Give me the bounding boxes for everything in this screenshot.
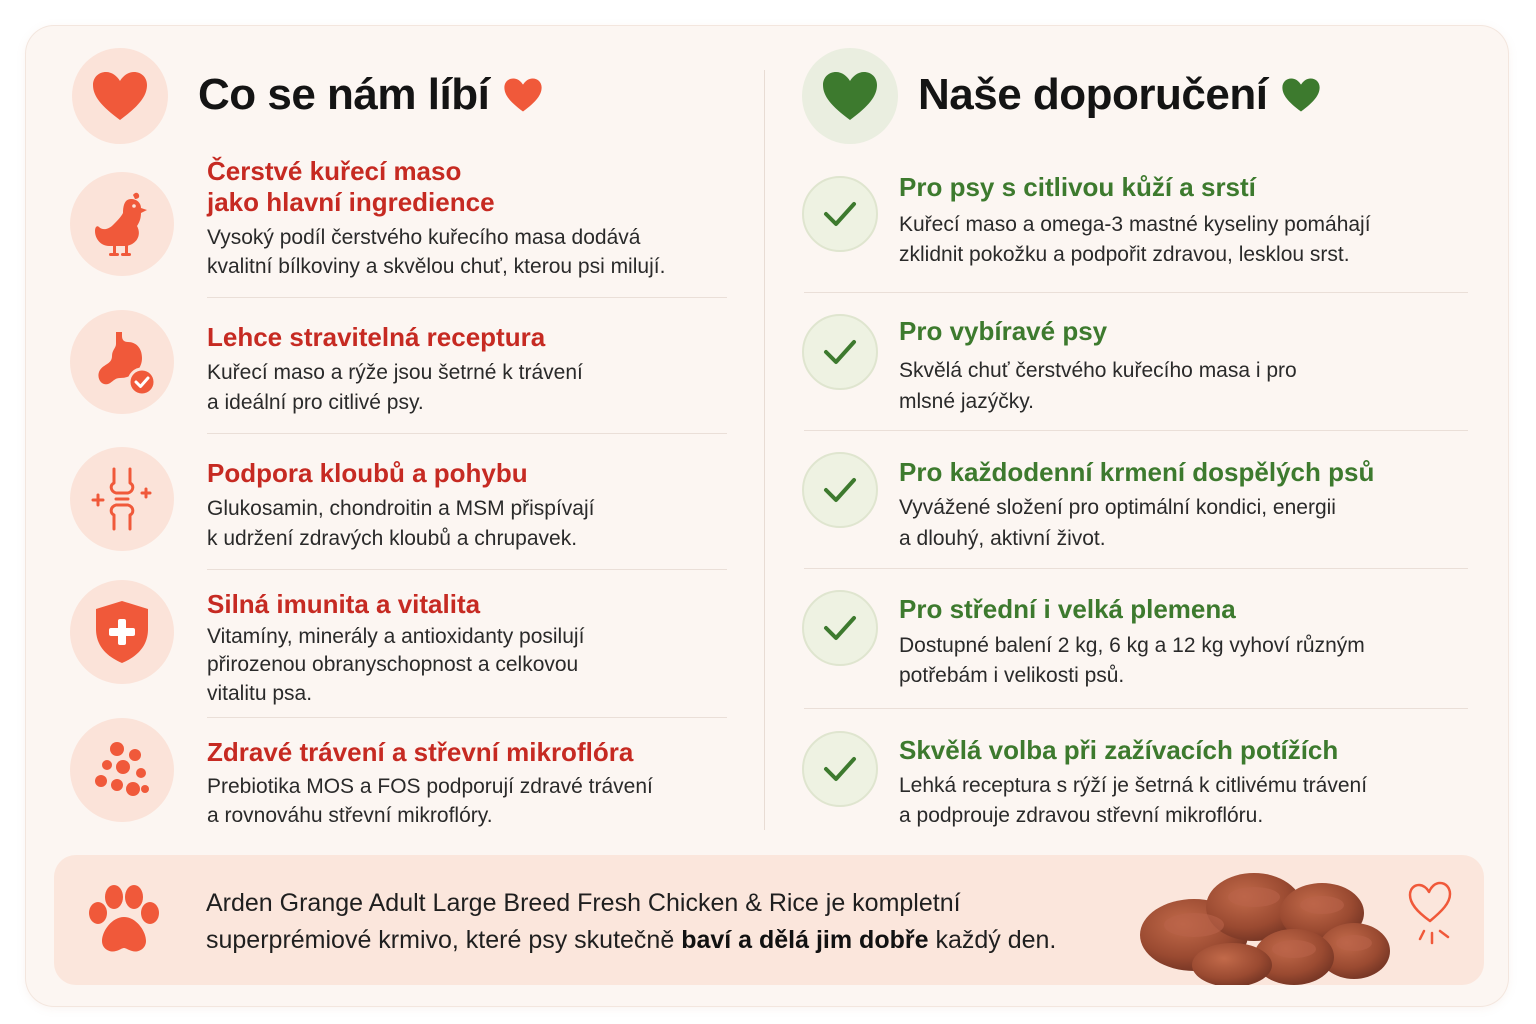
left-item-2-desc-line-2: a ideální pro citlivé psy. bbox=[207, 391, 424, 414]
left-heading-text: Co se nám líbí bbox=[198, 70, 490, 119]
stomach-check-icon bbox=[70, 310, 174, 414]
left-item-1-desc-line-1: Vysoký podíl čerstvého kuřecího masa dodává bbox=[207, 226, 641, 249]
footer-line-1: Arden Grange Adult Large Breed Fresh Chicken & Rice je kompletní bbox=[206, 889, 961, 917]
left-item-2-desc-line-1: Kuřecí maso a rýže jsou šetrné k trávení bbox=[207, 361, 583, 384]
left-item-1-title-line-2: jako hlavní ingredience bbox=[207, 187, 495, 217]
heart-icon bbox=[503, 77, 543, 113]
left-item-3-desc-line-2: k udržení zdravých kloubů a chrupavek. bbox=[207, 527, 578, 550]
left-separator-3 bbox=[207, 569, 727, 570]
right-item-2-desc-line-2: mlsné jazýčky. bbox=[899, 390, 1034, 413]
left-item-4-desc-line-3: vitalitu psa. bbox=[207, 682, 313, 705]
left-separator-4 bbox=[207, 717, 727, 718]
right-item-3-desc-line-2: a dlouhý, aktivní život. bbox=[899, 527, 1106, 550]
heart-badge-icon bbox=[72, 48, 168, 144]
right-separator-2 bbox=[804, 430, 1468, 431]
left-item-4-desc-line-1: Vitamíny, minerály a antioxidanty posilují bbox=[207, 625, 585, 648]
left-item-5-title: Zdravé trávení a střevní mikroflóra bbox=[207, 737, 634, 767]
left-separator-1 bbox=[207, 297, 727, 298]
left-separator-2 bbox=[207, 433, 727, 434]
left-item-1-title-line-1: Čerstvé kuřecí maso bbox=[207, 156, 462, 186]
check-icon bbox=[802, 452, 878, 528]
left-heading bbox=[198, 70, 543, 120]
shield-cross-icon bbox=[70, 580, 174, 684]
check-icon bbox=[802, 731, 878, 807]
left-item-2-title: Lehce stravitelná receptura bbox=[207, 322, 546, 352]
left-item-4-desc-line-2: přirozenou obranyschopnost a celkovou bbox=[207, 653, 579, 676]
left-item-5-desc-line-2: a rovnováhu střevní mikroflóry. bbox=[207, 804, 493, 827]
right-item-3-desc-line-1: Vyvážené složení pro optimální kondici, energii bbox=[899, 496, 1336, 519]
joint-icon bbox=[70, 447, 174, 551]
green-heart-badge-icon bbox=[802, 48, 898, 144]
right-item-4-desc-line-2: potřebám i velikosti psů. bbox=[899, 664, 1125, 687]
outline-heart-icon bbox=[1402, 875, 1462, 955]
left-item-5-desc-line-1: Prebiotika MOS a FOS podporují zdravé trávení bbox=[207, 775, 653, 798]
right-item-4-desc-line-1: Dostupné balení 2 kg, 6 kg a 12 kg vyhoví různým bbox=[899, 634, 1365, 657]
right-heading bbox=[918, 70, 1321, 120]
footer-line-2-bold: baví a dělá jim dobře bbox=[681, 926, 929, 954]
check-icon bbox=[802, 314, 878, 390]
left-item-4-title: Silná imunita a vitalita bbox=[207, 589, 481, 619]
right-item-4-title: Pro střední i velká plemena bbox=[899, 594, 1236, 624]
chicken-icon bbox=[70, 172, 174, 276]
right-item-2-desc-line-1: Skvělá chuť čerstvého kuřecího masa i pro bbox=[899, 359, 1297, 382]
left-item-3-title: Podpora kloubů a pohybu bbox=[207, 458, 528, 488]
check-icon bbox=[802, 176, 878, 252]
paw-icon bbox=[84, 883, 164, 955]
green-heart-icon bbox=[1281, 77, 1321, 113]
right-item-5-title: Skvělá volba při zažívacích potížích bbox=[899, 735, 1339, 765]
right-item-1-desc-line-2: zklidnit pokožku a podpořit zdravou, lesklou srst. bbox=[899, 243, 1350, 266]
right-item-2-title: Pro vybíravé psy bbox=[899, 316, 1108, 346]
footer-line-2 bbox=[206, 922, 1056, 959]
left-item-3-desc-line-1: Glukosamin, chondroitin a MSM přispívají bbox=[207, 497, 595, 520]
right-item-1-title: Pro psy s citlivou kůží a srstí bbox=[899, 172, 1256, 202]
right-separator-3 bbox=[804, 568, 1468, 569]
right-separator-4 bbox=[804, 708, 1468, 709]
microbiome-icon bbox=[70, 718, 174, 822]
column-divider bbox=[764, 70, 765, 830]
kibble-pile-icon bbox=[1134, 865, 1394, 985]
check-icon bbox=[802, 590, 878, 666]
left-item-1-desc-line-2: kvalitní bílkoviny a skvělou chuť, kterou psi milují. bbox=[207, 255, 666, 278]
right-item-5-desc-line-1: Lehká receptura s rýží je šetrná k citlivému trávení bbox=[899, 774, 1368, 797]
right-item-5-desc-line-2: a podprouje zdravou střevní mikroflóru. bbox=[899, 804, 1264, 827]
footer-line-2-end: každý den. bbox=[928, 926, 1057, 954]
footer-banner bbox=[54, 855, 1484, 985]
footer-line-2-start: superprémiové krmivo, které psy skutečně bbox=[206, 926, 682, 954]
right-item-3-title: Pro každodenní krmení dospělých psů bbox=[899, 457, 1375, 487]
right-separator-1 bbox=[804, 292, 1468, 293]
right-heading-text: Naše doporučení bbox=[918, 70, 1268, 119]
footer-text bbox=[206, 885, 1056, 959]
right-item-1-desc-line-1: Kuřecí maso a omega-3 mastné kyseliny pomáhají bbox=[899, 213, 1371, 236]
